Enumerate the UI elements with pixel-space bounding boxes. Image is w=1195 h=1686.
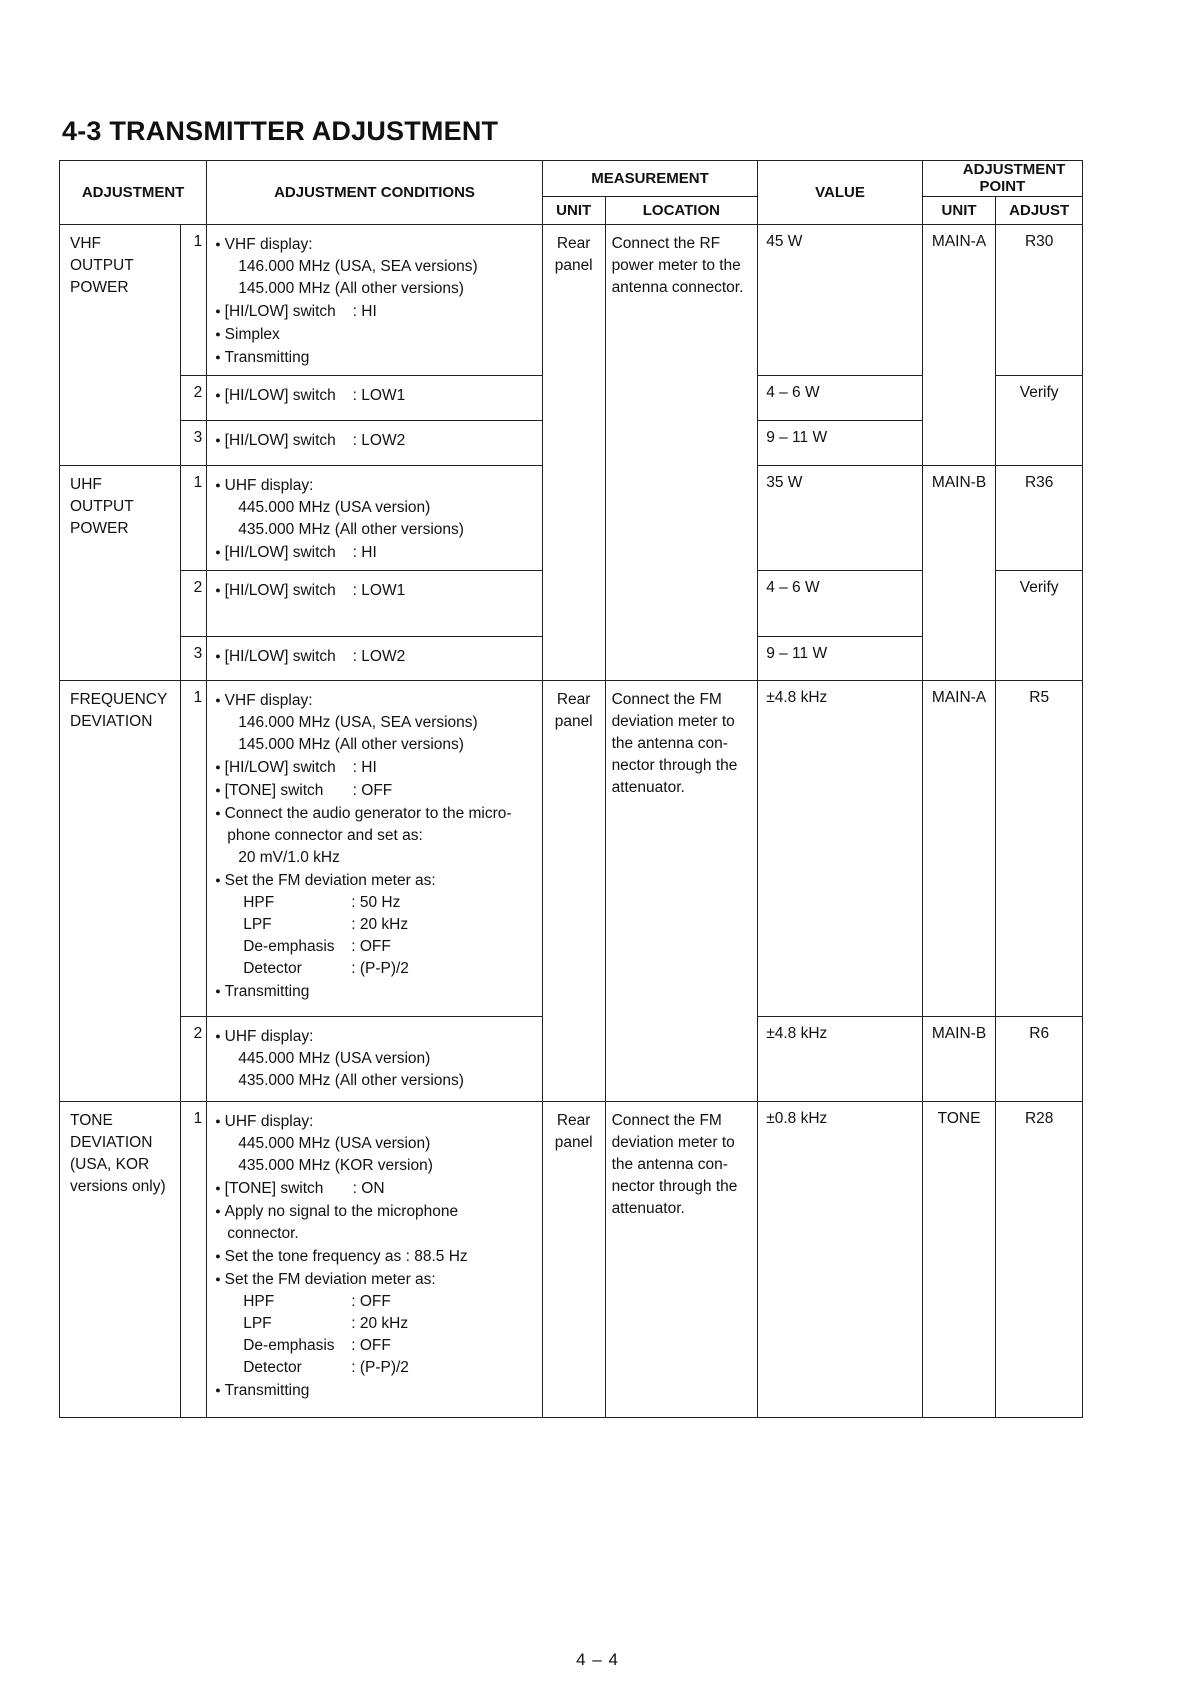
value-cell: ±4.8 kHz: [758, 681, 923, 1016]
condition-cell: ● UHF display: 445.000 MHz (USA version) 435.000 MHz (All other versions) ● [HI/LOW] switch : HI: [207, 465, 543, 571]
measurement-location: Connect the FM deviation meter to the antenna con- nector through the attenuator.: [605, 1101, 758, 1417]
step-number: 2: [181, 1016, 207, 1101]
adjust-cell: Verify: [996, 376, 1083, 465]
value-cell: ±0.8 kHz: [758, 1101, 923, 1417]
step-number: 3: [181, 636, 207, 681]
condition-cell: ● VHF display: 146.000 MHz (USA, SEA versions) 145.000 MHz (All other versions) ● [HI/LOW] switch : HI ● [TONE] switch : OFF ● Connect the audio generator to the micro- phone connector and set as: 20 mV/1.0 kHz ● Set the FM deviation meter as: HPF : 50 Hz LPF : 20 kHz De-emphasis : OFF Detector : (P-P)/2 ● Transmitting: [207, 681, 543, 1016]
adjust-cell: R36: [996, 465, 1083, 571]
page-number: 4 – 4: [576, 1650, 619, 1669]
header-location: LOCATION: [605, 196, 758, 224]
header-value: VALUE: [758, 161, 923, 225]
adjust-cell: R6: [996, 1016, 1083, 1101]
value-cell: 4 – 6 W: [758, 376, 923, 421]
step-number: 2: [181, 376, 207, 421]
header-conditions: ADJUSTMENT CONDITIONS: [207, 161, 543, 225]
condition-cell: ● UHF display: 445.000 MHz (USA version) 435.000 MHz (KOR version) ● [TONE] switch : ON ● Apply no signal to the microphone connector. ● Set the tone frequency as : 88.5 Hz ● Set the FM deviation meter as: HPF : OFF LPF : 20 kHz De-emphasis : OFF Detector : (P-P)/2 ● Transmitting: [207, 1101, 543, 1417]
adjust-cell: R30: [996, 225, 1083, 376]
step-number: 1: [181, 225, 207, 376]
point-unit: MAIN-A: [922, 225, 996, 466]
value-cell: 35 W: [758, 465, 923, 571]
step-number: 3: [181, 421, 207, 466]
adjustment-name: TONE DEVIATION (USA, KOR versions only): [60, 1101, 181, 1417]
step-number: 1: [181, 681, 207, 1016]
adjust-cell: R28: [996, 1101, 1083, 1417]
table-row: [60, 681, 1083, 1016]
header-unit: UNIT: [542, 196, 605, 224]
step-number: 1: [181, 1101, 207, 1417]
header-measurement: MEASUREMENT: [542, 161, 757, 197]
value-cell: 45 W: [758, 225, 923, 376]
condition-cell: ● [HI/LOW] switch : LOW2: [207, 421, 543, 466]
value-cell: ±4.8 kHz: [758, 1016, 923, 1101]
header-adjustment-point: ADJUSTMENT POINT: [922, 161, 1082, 197]
page-title: 4-3 TRANSMITTER ADJUSTMENT: [62, 116, 499, 146]
adjustment-name: VHF OUTPUT POWER: [60, 225, 181, 466]
measurement-unit: Rear panel: [542, 1101, 605, 1417]
measurement-unit: Rear panel: [542, 225, 605, 681]
condition-cell: ● [HI/LOW] switch : LOW1: [207, 376, 543, 421]
point-unit: MAIN-A: [922, 681, 996, 1016]
adjust-cell: R5: [996, 681, 1083, 1016]
header-adjust: ADJUST: [996, 196, 1083, 224]
measurement-unit: Rear panel: [542, 681, 605, 1102]
condition-cell: ● UHF display: 445.000 MHz (USA version) 435.000 MHz (All other versions): [207, 1016, 543, 1101]
value-cell: 9 – 11 W: [758, 421, 923, 466]
value-cell: 9 – 11 W: [758, 636, 923, 681]
header-row-1: [60, 161, 1083, 197]
measurement-location: Connect the FM deviation meter to the antenna con- nector through the attenuator.: [605, 681, 758, 1102]
measurement-location: Connect the RF power meter to the antenna connector.: [605, 225, 758, 681]
header-point-unit: UNIT: [922, 196, 996, 224]
table-row: [60, 225, 1083, 376]
step-number: 2: [181, 571, 207, 636]
header-adjustment: ADJUSTMENT: [60, 161, 207, 225]
step-number: 1: [181, 465, 207, 571]
point-unit: MAIN-B: [922, 465, 996, 680]
condition-cell: ● VHF display: 146.000 MHz (USA, SEA versions) 145.000 MHz (All other versions) ● [HI/LOW] switch : HI ● Simplex ● Transmitting: [207, 225, 543, 376]
adjustment-name: UHF OUTPUT POWER: [60, 465, 181, 680]
adjust-cell: Verify: [996, 571, 1083, 681]
value-cell: 4 – 6 W: [758, 571, 923, 636]
point-unit: TONE: [922, 1101, 996, 1417]
condition-cell: ● [HI/LOW] switch : LOW2: [207, 636, 543, 681]
table-row: [60, 1101, 1083, 1417]
transmitter-adjustment-table: [59, 160, 1083, 1418]
condition-cell: ● [HI/LOW] switch : LOW1: [207, 571, 543, 636]
adjustment-name: FREQUENCY DEVIATION: [60, 681, 181, 1102]
point-unit: MAIN-B: [922, 1016, 996, 1101]
